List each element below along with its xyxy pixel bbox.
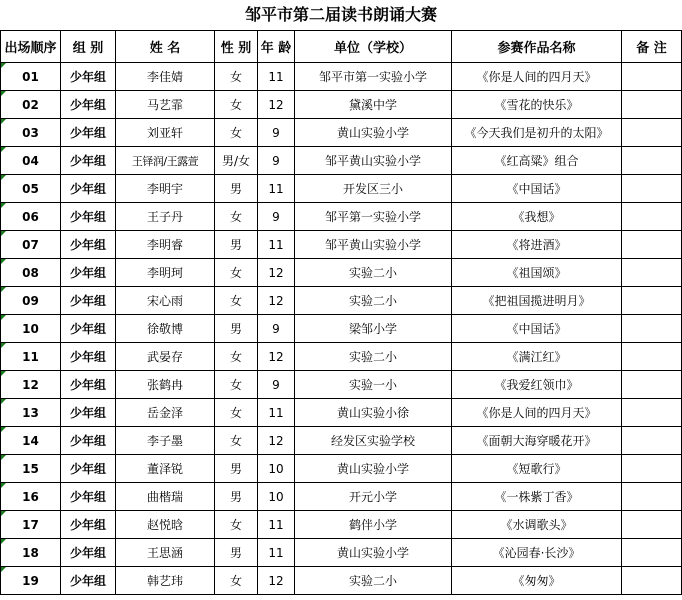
cell-school: 实验二小 <box>295 343 452 371</box>
cell-seq: 02 <box>1 91 61 119</box>
page-title: 邹平市第二届读书朗诵大赛 <box>244 5 437 24</box>
cell-group: 少年组 <box>61 399 116 427</box>
cell-seq: 14 <box>1 427 61 455</box>
cell-school: 实验一小 <box>295 371 452 399</box>
header-seq: 出场顺序 <box>1 31 61 63</box>
cell-note <box>622 259 682 287</box>
cell-name: 王子丹 <box>116 203 215 231</box>
cell-work: 《水调歌头》 <box>452 511 622 539</box>
cell-work: 《红高粱》组合 <box>452 147 622 175</box>
cell-work: 《中国话》 <box>452 315 622 343</box>
table-row <box>1 259 682 287</box>
table-row <box>1 63 682 91</box>
cell-gender: 女 <box>215 119 258 147</box>
cell-work: 《一株紫丁香》 <box>452 483 622 511</box>
cell-work: 《我爱红领巾》 <box>452 371 622 399</box>
cell-note <box>622 63 682 91</box>
cell-school: 黄山实验小学 <box>295 539 452 567</box>
header-name: 姓 名 <box>116 31 215 63</box>
cell-age: 12 <box>258 343 295 371</box>
cell-group: 少年组 <box>61 147 116 175</box>
cell-age: 9 <box>258 371 295 399</box>
cell-group: 少年组 <box>61 483 116 511</box>
cell-gender: 男 <box>215 455 258 483</box>
table-row <box>1 175 682 203</box>
cell-note <box>622 343 682 371</box>
cell-seq: 15 <box>1 455 61 483</box>
cell-school: 黄山实验小学 <box>295 455 452 483</box>
cell-gender: 男 <box>215 539 258 567</box>
cell-name: 岳金泽 <box>116 399 215 427</box>
cell-seq: 05 <box>1 175 61 203</box>
cell-note <box>622 539 682 567</box>
cell-group: 少年组 <box>61 91 116 119</box>
table-row <box>1 511 682 539</box>
cell-note <box>622 315 682 343</box>
cell-name: 曲楷瑞 <box>116 483 215 511</box>
cell-seq: 08 <box>1 259 61 287</box>
cell-note <box>622 455 682 483</box>
cell-work: 《今天我们是初升的太阳》 <box>452 119 622 147</box>
cell-work: 《沁园春·长沙》 <box>452 539 622 567</box>
cell-work: 《祖国颂》 <box>452 259 622 287</box>
cell-group: 少年组 <box>61 567 116 595</box>
cell-work: 《我想》 <box>452 203 622 231</box>
cell-name: 徐敬博 <box>116 315 215 343</box>
cell-group: 少年组 <box>61 343 116 371</box>
cell-gender: 女 <box>215 63 258 91</box>
cell-gender: 男 <box>215 315 258 343</box>
header-work: 参赛作品名称 <box>452 31 622 63</box>
cell-age: 12 <box>258 91 295 119</box>
cell-name: 王思涵 <box>116 539 215 567</box>
cell-work: 《中国话》 <box>452 175 622 203</box>
cell-age: 9 <box>258 315 295 343</box>
cell-group: 少年组 <box>61 371 116 399</box>
cell-seq: 10 <box>1 315 61 343</box>
table-row <box>1 203 682 231</box>
table-row <box>1 539 682 567</box>
header-age: 年 龄 <box>258 31 295 63</box>
cell-school: 实验二小 <box>295 287 452 315</box>
table-row <box>1 483 682 511</box>
cell-seq: 16 <box>1 483 61 511</box>
table-row <box>1 287 682 315</box>
cell-work: 《将进酒》 <box>452 231 622 259</box>
cell-seq: 09 <box>1 287 61 315</box>
cell-seq: 19 <box>1 567 61 595</box>
cell-seq: 11 <box>1 343 61 371</box>
cell-school: 邹平黄山实验小学 <box>295 147 452 175</box>
cell-school: 经发区实验学校 <box>295 427 452 455</box>
cell-name: 李明珂 <box>116 259 215 287</box>
cell-age: 12 <box>258 567 295 595</box>
cell-name: 李明宇 <box>116 175 215 203</box>
cell-gender: 男 <box>215 231 258 259</box>
cell-name: 董泽锐 <box>116 455 215 483</box>
table-body <box>1 63 682 595</box>
cell-name: 李子墨 <box>116 427 215 455</box>
cell-name: 赵悦晗 <box>116 511 215 539</box>
cell-school: 黄山实验小学 <box>295 119 452 147</box>
cell-note <box>622 567 682 595</box>
cell-gender: 男 <box>215 483 258 511</box>
cell-note <box>622 231 682 259</box>
cell-seq: 06 <box>1 203 61 231</box>
cell-age: 11 <box>258 539 295 567</box>
cell-gender: 男/女 <box>215 147 258 175</box>
cell-gender: 女 <box>215 203 258 231</box>
contestant-table <box>0 30 682 595</box>
cell-work: 《满江红》 <box>452 343 622 371</box>
cell-gender: 女 <box>215 259 258 287</box>
cell-name: 李明睿 <box>116 231 215 259</box>
cell-age: 10 <box>258 455 295 483</box>
table-row <box>1 567 682 595</box>
cell-seq: 04 <box>1 147 61 175</box>
cell-name: 刘亚轩 <box>116 119 215 147</box>
table-row <box>1 119 682 147</box>
cell-group: 少年组 <box>61 315 116 343</box>
cell-note <box>622 287 682 315</box>
cell-name: 韩艺玮 <box>116 567 215 595</box>
cell-school: 实验二小 <box>295 567 452 595</box>
cell-age: 9 <box>258 119 295 147</box>
cell-gender: 女 <box>215 371 258 399</box>
cell-group: 少年组 <box>61 287 116 315</box>
cell-group: 少年组 <box>61 539 116 567</box>
header-row <box>1 31 682 63</box>
cell-group: 少年组 <box>61 427 116 455</box>
table-row <box>1 427 682 455</box>
cell-seq: 01 <box>1 63 61 91</box>
cell-note <box>622 427 682 455</box>
table-row <box>1 399 682 427</box>
cell-age: 10 <box>258 483 295 511</box>
cell-work: 《匆匆》 <box>452 567 622 595</box>
cell-group: 少年组 <box>61 259 116 287</box>
cell-work: 《把祖国揽进明月》 <box>452 287 622 315</box>
cell-note <box>622 483 682 511</box>
cell-note <box>622 371 682 399</box>
cell-gender: 女 <box>215 91 258 119</box>
cell-age: 9 <box>258 203 295 231</box>
cell-work: 《面朝大海穿暖花开》 <box>452 427 622 455</box>
cell-school: 邹平第一实验小学 <box>295 203 452 231</box>
cell-group: 少年组 <box>61 119 116 147</box>
cell-name: 张鹤冉 <box>116 371 215 399</box>
cell-gender: 女 <box>215 399 258 427</box>
cell-gender: 女 <box>215 287 258 315</box>
table-row <box>1 455 682 483</box>
cell-name: 武晏存 <box>116 343 215 371</box>
cell-note <box>622 203 682 231</box>
cell-school: 实验二小 <box>295 259 452 287</box>
cell-age: 11 <box>258 231 295 259</box>
cell-seq: 13 <box>1 399 61 427</box>
cell-seq: 12 <box>1 371 61 399</box>
cell-seq: 17 <box>1 511 61 539</box>
cell-name: 李佳婧 <box>116 63 215 91</box>
cell-gender: 女 <box>215 567 258 595</box>
cell-school: 邹平黄山实验小学 <box>295 231 452 259</box>
cell-school: 开元小学 <box>295 483 452 511</box>
cell-name: 宋心雨 <box>116 287 215 315</box>
cell-school: 邹平市第一实验小学 <box>295 63 452 91</box>
cell-note <box>622 91 682 119</box>
cell-group: 少年组 <box>61 63 116 91</box>
cell-note <box>622 119 682 147</box>
cell-age: 9 <box>258 147 295 175</box>
cell-note <box>622 399 682 427</box>
cell-work: 《你是人间的四月天》 <box>452 63 622 91</box>
table-row <box>1 343 682 371</box>
cell-group: 少年组 <box>61 203 116 231</box>
cell-note <box>622 175 682 203</box>
cell-age: 11 <box>258 511 295 539</box>
cell-gender: 女 <box>215 511 258 539</box>
cell-gender: 女 <box>215 343 258 371</box>
header-group: 组 别 <box>61 31 116 63</box>
cell-school: 黄山实验小徐 <box>295 399 452 427</box>
cell-group: 少年组 <box>61 511 116 539</box>
table-row <box>1 147 682 175</box>
cell-work: 《雪花的快乐》 <box>452 91 622 119</box>
cell-age: 11 <box>258 63 295 91</box>
cell-name: 王铎润/王露萱 <box>116 147 215 175</box>
cell-gender: 男 <box>215 175 258 203</box>
cell-school: 开发区三小 <box>295 175 452 203</box>
cell-age: 12 <box>258 287 295 315</box>
table-row <box>1 91 682 119</box>
cell-age: 12 <box>258 259 295 287</box>
cell-work: 《你是人间的四月天》 <box>452 399 622 427</box>
cell-seq: 18 <box>1 539 61 567</box>
cell-age: 11 <box>258 399 295 427</box>
cell-school: 黛溪中学 <box>295 91 452 119</box>
table-row <box>1 371 682 399</box>
cell-group: 少年组 <box>61 175 116 203</box>
cell-group: 少年组 <box>61 231 116 259</box>
cell-age: 11 <box>258 175 295 203</box>
cell-school: 梁邹小学 <box>295 315 452 343</box>
cell-note <box>622 511 682 539</box>
cell-seq: 03 <box>1 119 61 147</box>
header-note: 备 注 <box>622 31 682 63</box>
cell-school: 鹤伴小学 <box>295 511 452 539</box>
cell-age: 12 <box>258 427 295 455</box>
cell-group: 少年组 <box>61 455 116 483</box>
header-gender: 性 别 <box>215 31 258 63</box>
cell-note <box>622 147 682 175</box>
cell-seq: 07 <box>1 231 61 259</box>
cell-name: 马艺霏 <box>116 91 215 119</box>
table-row <box>1 231 682 259</box>
cell-gender: 女 <box>215 427 258 455</box>
table-row <box>1 315 682 343</box>
header-school: 单位（学校） <box>295 31 452 63</box>
cell-work: 《短歌行》 <box>452 455 622 483</box>
